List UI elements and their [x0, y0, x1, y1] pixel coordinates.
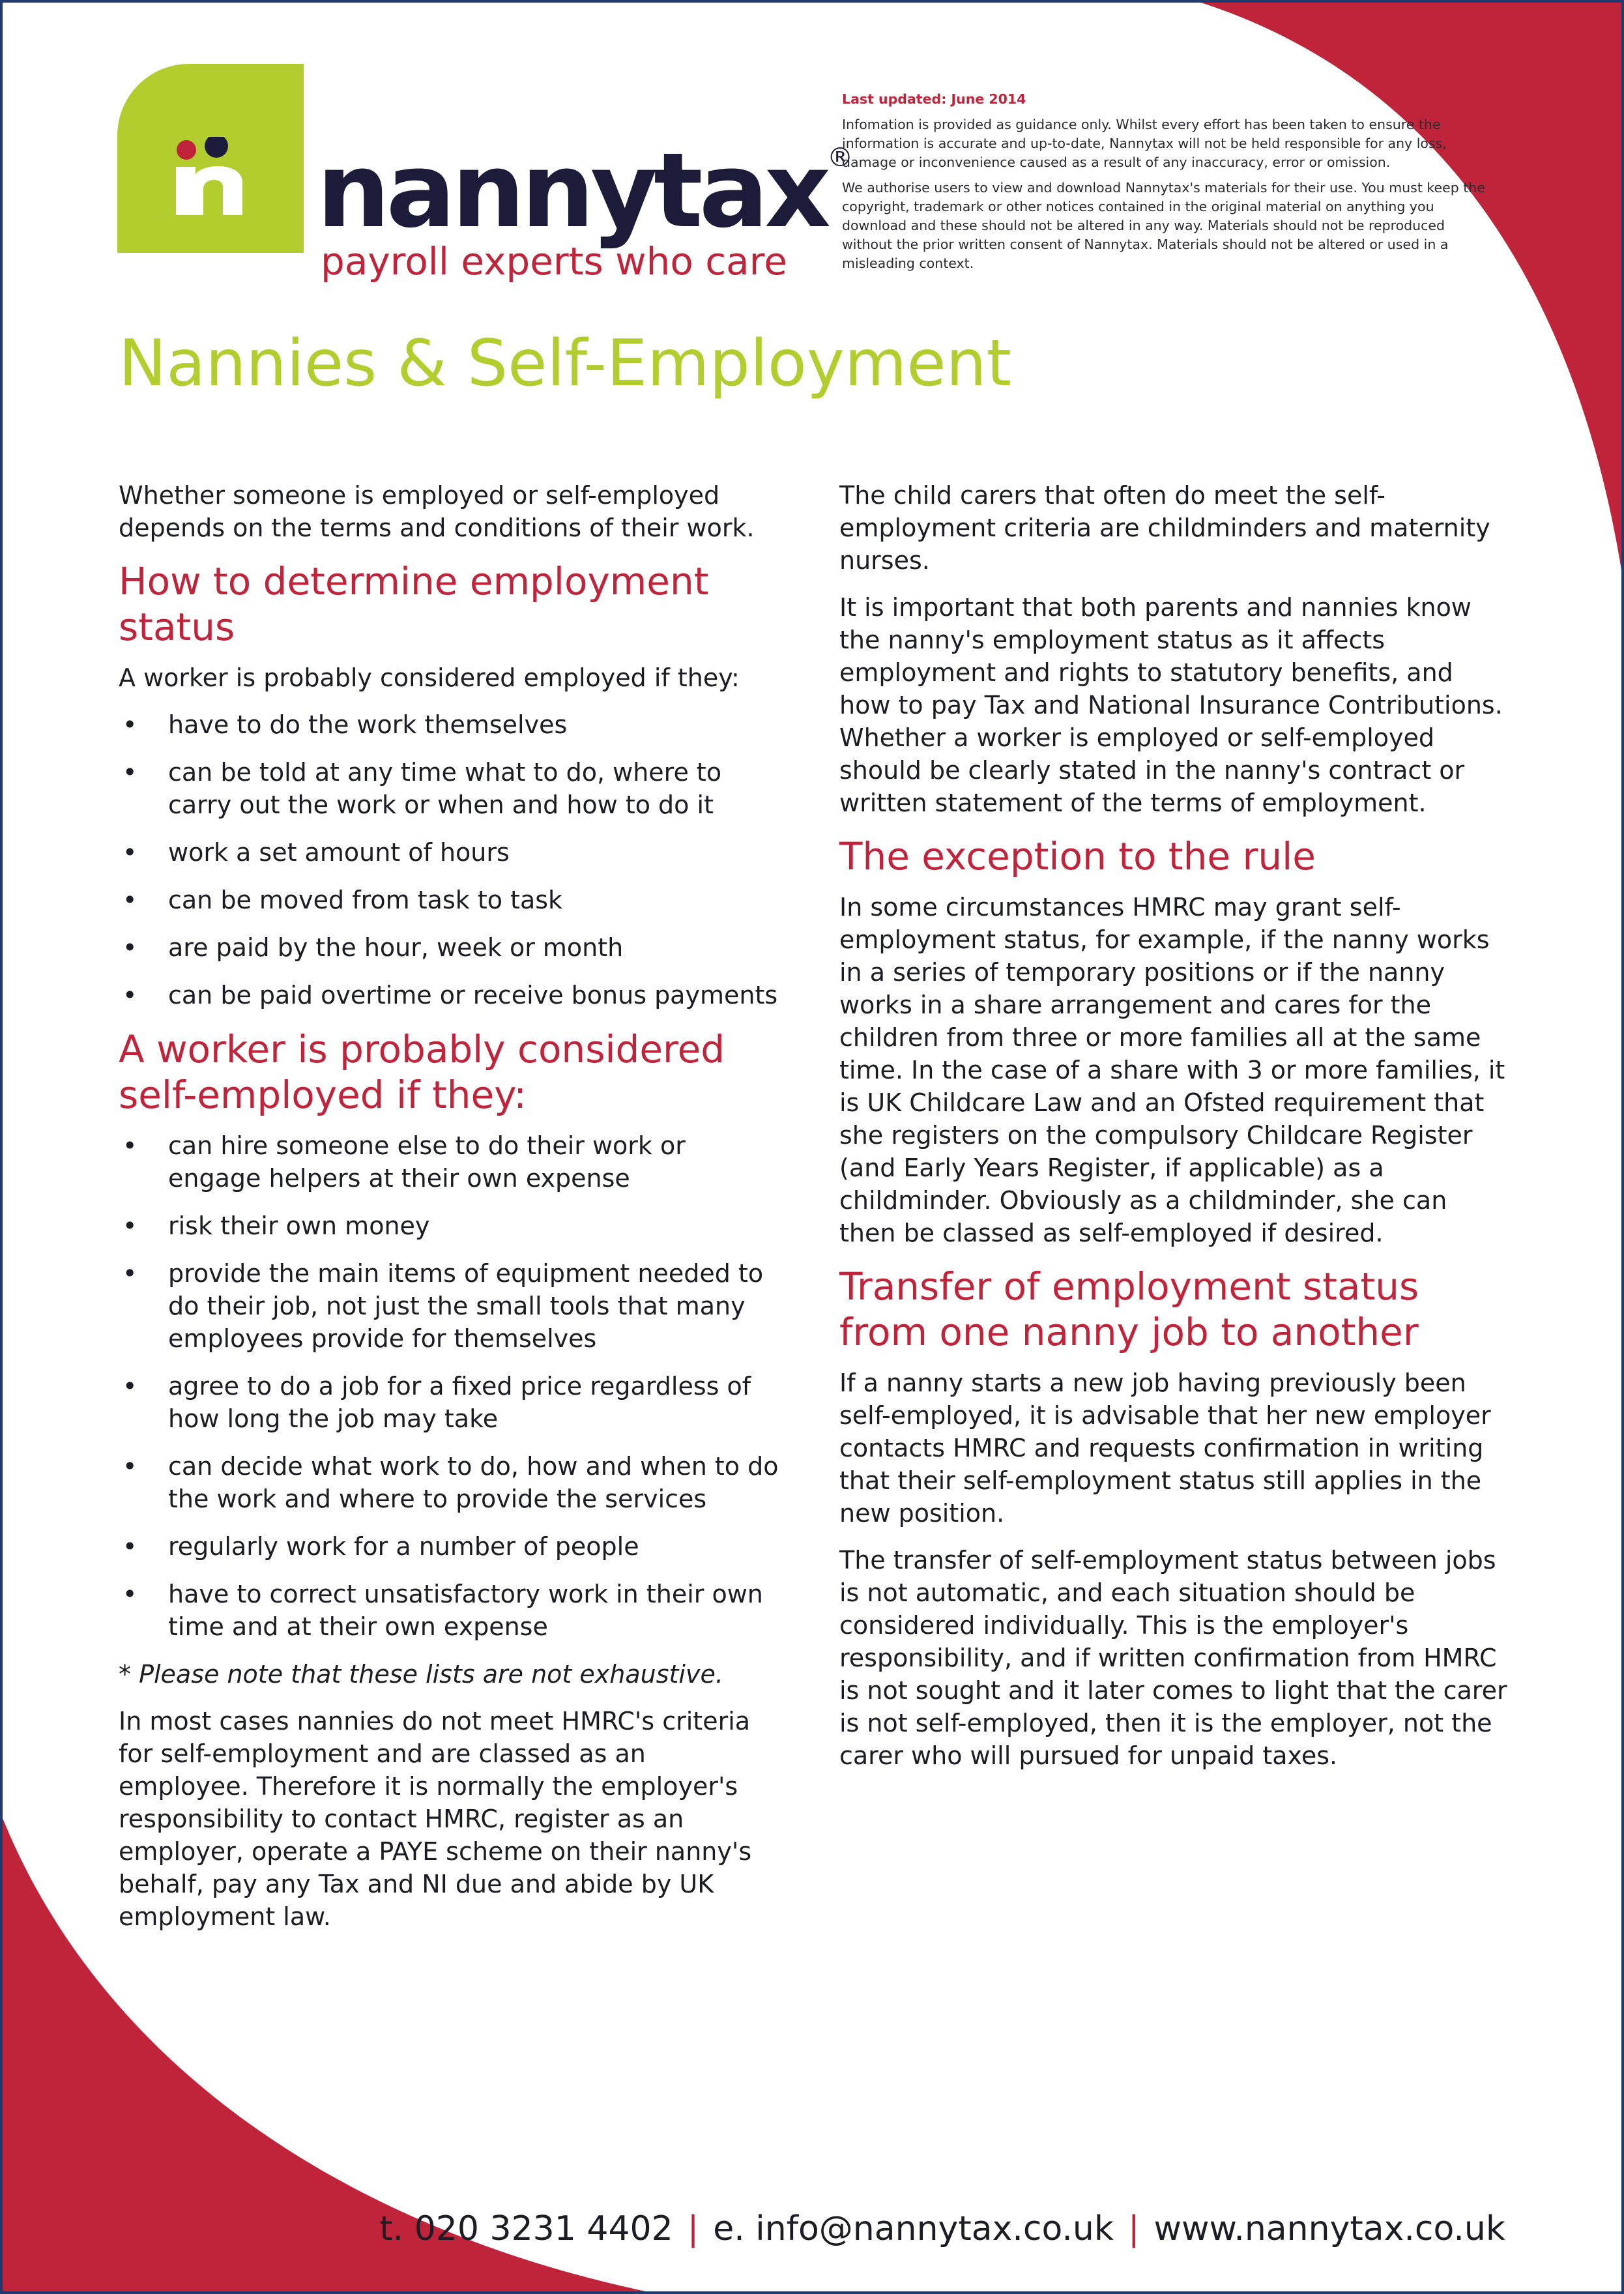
logo-mark — [117, 64, 304, 253]
registered-mark: ® — [827, 143, 854, 173]
list-item-text: have to correct unsatisfactory work in their own time and at their own expense — [168, 1580, 763, 1641]
list-item — [119, 884, 783, 916]
transfer-paragraph-1: If a nanny starts a new job having previously been self-employed, it is advisable that her new employer contacts HMRC and requests confirmation in writing that their self-employment status still applies in the new position. — [839, 1369, 1491, 1528]
logo-figures-icon — [171, 137, 249, 215]
footer-separator: | — [1127, 2209, 1140, 2248]
list-item — [119, 1530, 783, 1563]
disclaimer-paragraph-2: We authorise users to view and download Nannytax's materials for their use. You must keep the copyright, trademark or other notices contained in the original material on anything you download and these should not be altered in any way. Materials should not be reproduced without the prior written consent of Nannytax. Materials should not be altered or used in a misleading context. — [842, 180, 1485, 271]
heading-self-employed: A worker is probably considered self-employed if they: — [119, 1027, 725, 1117]
intro-paragraph: Whether someone is employed or self-employed depends on the terms and conditions of their work. — [119, 481, 755, 542]
lists-note: * Please note that these lists are not exhaustive. — [119, 1660, 723, 1689]
logo-tagline: payroll experts who care — [321, 239, 787, 283]
list-item-text: are paid by the hour, week or month — [168, 933, 624, 962]
bullet: • — [123, 933, 138, 962]
logo-wordmark — [317, 131, 854, 251]
list-item-text: risk their own money — [168, 1212, 430, 1240]
last-updated: Last updated: June 2014 — [842, 91, 1026, 107]
list-item — [119, 979, 783, 1011]
self-employed-criteria-list — [119, 1129, 783, 1643]
heading-exception: The exception to the rule — [839, 834, 1316, 878]
list-item-text: can hire someone else to do their work or engage helpers at their own expense — [168, 1131, 686, 1193]
employed-criteria-list — [119, 708, 783, 1011]
list-item — [119, 836, 783, 869]
list-item — [119, 1129, 783, 1195]
disclaimer-paragraph-1: Infomation is provided as guidance only. Whilst every effort has been taken to ensure the information is accurate and up-to-date, Nannytax will not be held responsible for any loss, damage or inconvenience caused as a result of any inaccuracy, error or omission. — [842, 117, 1447, 170]
heading-employment-status: How to determine employment status — [119, 559, 709, 649]
closing-paragraph: In most cases nannies do not meet HMRC's criteria for self-employment and are classed as an employee. Therefore it is normally the employer's responsibility to contact HMRC, register as an employer, operate a PAYE scheme on their nanny's behalf, pay any Tax and NI due and abide by UK employment law. — [119, 1707, 752, 1931]
list-item-text: can be told at any time what to do, where to carry out the work or when and how to do it — [168, 758, 722, 819]
list-item-text: provide the main items of equipment needed to do their job, not just the small tools that many employees provide for themselves — [168, 1259, 764, 1353]
page-title: Nannies & Self-Employment — [119, 327, 1012, 401]
heading-transfer-status: Transfer of employment status from one nanny job to another — [839, 1264, 1419, 1354]
contact-footer — [379, 2208, 1505, 2250]
employed-lead: A worker is probably considered employed if they: — [119, 663, 740, 692]
footer-email[interactable]: e. info@nannytax.co.uk — [713, 2209, 1114, 2248]
list-item — [119, 708, 783, 741]
list-item-text: have to do the work themselves — [168, 710, 568, 739]
status-importance-paragraph: It is important that both parents and nannies know the nanny's employment status as it affects employment and rights to statutory benefits, and how to pay Tax and National Insurance Contributions. Whether a worker is employed or self-employed should be clearly stated in the nanny's contract or written statement of the terms of employment. — [839, 593, 1503, 817]
bullet: • — [123, 1131, 138, 1160]
list-item-text: can be paid overtime or receive bonus payments — [168, 981, 778, 1009]
bullet: • — [123, 1212, 138, 1240]
list-item-text: work a set amount of hours — [168, 838, 510, 867]
bullet: • — [123, 1580, 138, 1608]
list-item-text: can decide what work to do, how and when to do the work and where to provide the services — [168, 1452, 779, 1513]
list-item-text: can be moved from task to task — [168, 886, 563, 914]
disclaimer — [842, 90, 1494, 280]
list-item-text: regularly work for a number of people — [168, 1532, 639, 1561]
bullet: • — [123, 758, 138, 787]
list-item — [119, 1578, 783, 1643]
list-item — [119, 931, 783, 964]
footer-phone[interactable]: t. 020 3231 4402 — [379, 2209, 673, 2248]
exception-paragraph: In some circumstances HMRC may grant self-employment status, for example, if the nanny works in a series of temporary positions or if the nanny works in a share arrangement and cares for the children from three or more families all at the same time. In the case of a share with 3 or more families, it is UK Childcare Law and an Ofsted requirement that she registers on the compulsory Childcare Register (and Early Years Register, if applicable) as a childminder. Obviously as a childminder, she can then be classed as self-employed if desired. — [839, 893, 1505, 1247]
bullet: • — [123, 886, 138, 914]
bullet: • — [123, 1532, 138, 1561]
footer-separator: | — [687, 2209, 699, 2248]
left-column — [119, 479, 783, 1947]
list-item — [119, 1210, 783, 1242]
list-item — [119, 756, 783, 821]
list-item — [119, 1450, 783, 1515]
logo-wordmark-text: nannytax — [317, 131, 828, 251]
bullet: • — [123, 1372, 138, 1401]
bullet: • — [123, 838, 138, 867]
nannytax-logo[interactable] — [117, 64, 854, 292]
list-item — [119, 1257, 783, 1355]
bullet: • — [123, 1452, 138, 1481]
transfer-paragraph-2: The transfer of self-employment status between jobs is not automatic, and each situation should be considered individually. This is the employer's responsibility, and if written confirmation from HMRC is not sought and it later comes to light that the carer is not self-employed, then it is the employer, not the carer who will pursued for unpaid taxes. — [839, 1546, 1507, 1770]
right-column — [839, 479, 1511, 1786]
list-item — [119, 1370, 783, 1435]
footer-website[interactable]: www.nannytax.co.uk — [1153, 2209, 1505, 2248]
bullet: • — [123, 981, 138, 1009]
list-item-text: agree to do a job for a fixed price regardless of how long the job may take — [168, 1372, 751, 1433]
bullet: • — [123, 710, 138, 739]
bullet: • — [123, 1259, 138, 1288]
childcarers-paragraph: The child carers that often do meet the self-employment criteria are childminders and maternity nurses. — [839, 481, 1490, 575]
